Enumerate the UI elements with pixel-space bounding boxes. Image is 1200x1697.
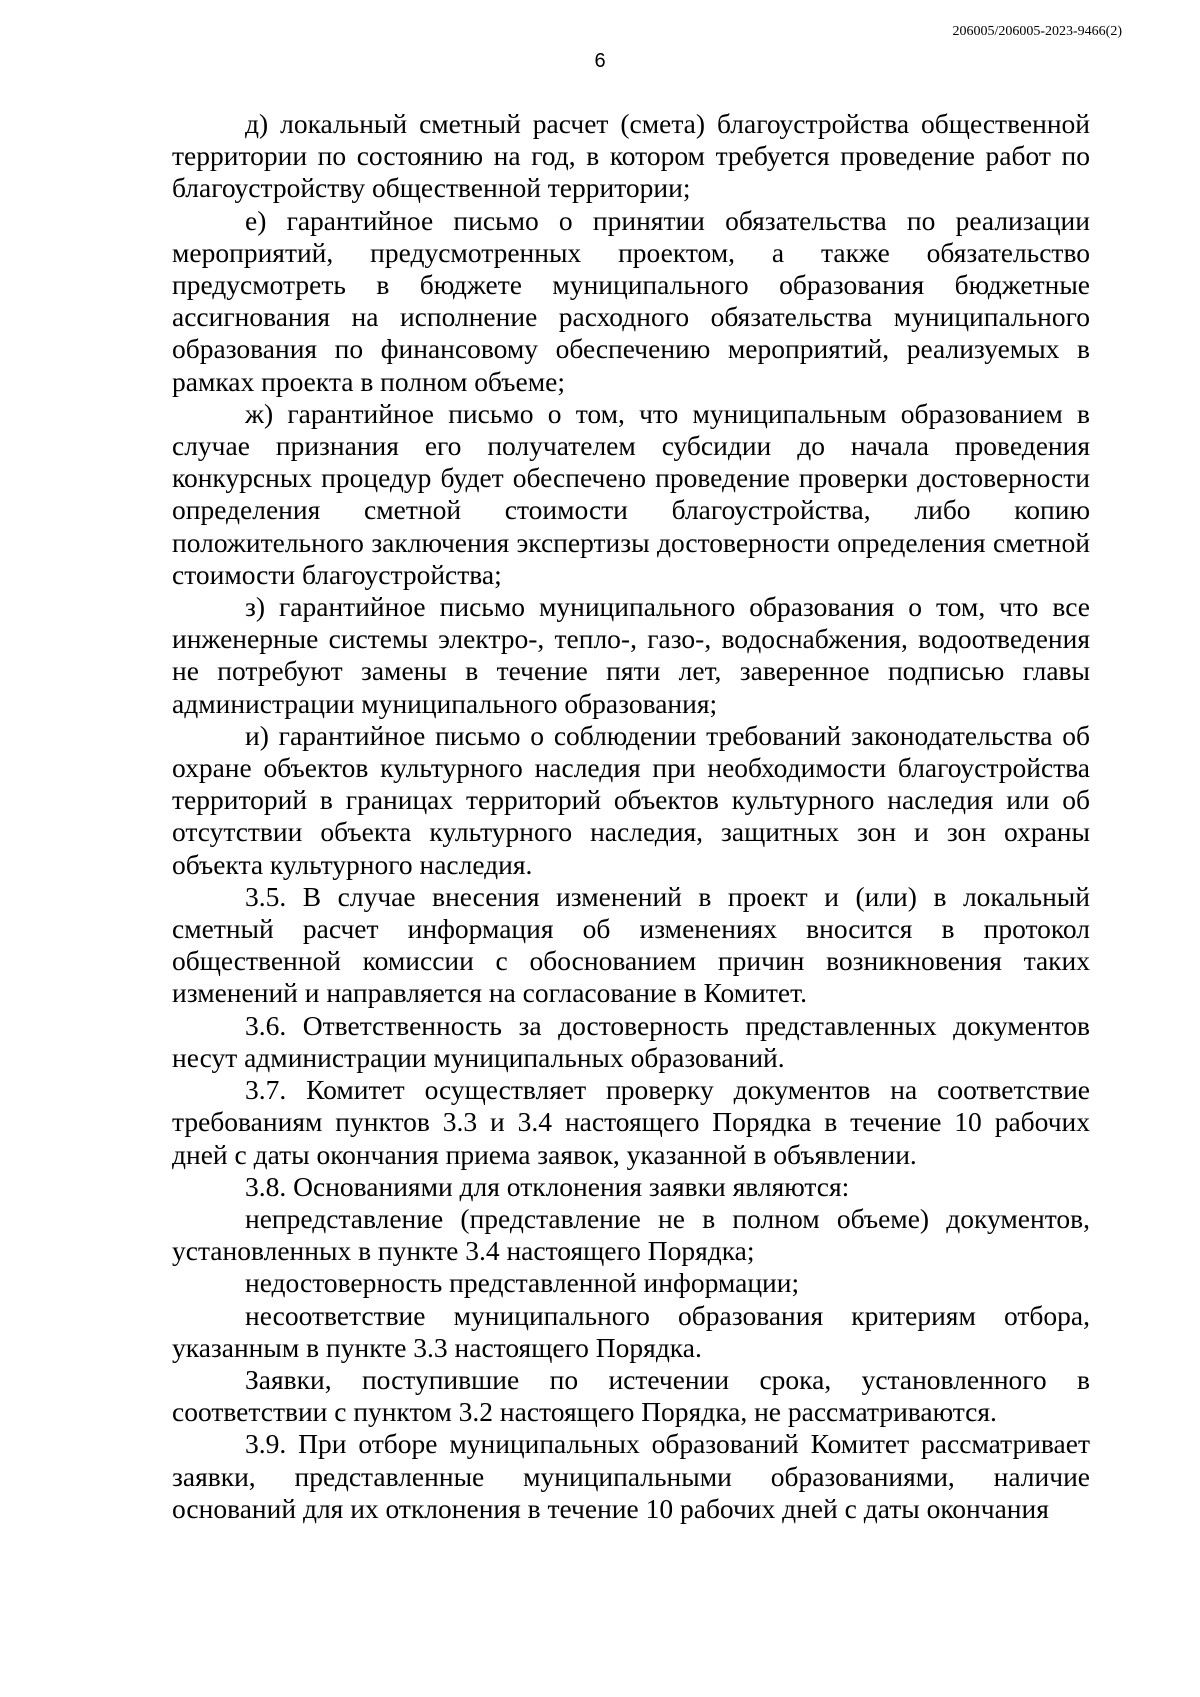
paragraph-3-8-item-2: недостоверность представленной информации;	[245, 1267, 800, 1299]
paragraph-3-8-item-3: несоответствие муниципального образования критериям отбора, указанным в пункте 3.3 настоящего Порядка.	[172, 1299, 1090, 1363]
paragraph-3-8: 3.8. Основаниями для отклонения заявки являются:	[245, 1170, 850, 1202]
paragraph-d: д) локальный сметный расчет (смета) благоустройства общественной территории по состоянию на год, в котором требуется проведение работ по благоустройству общественной территории;	[172, 108, 1090, 204]
paragraph-z: з) гарантийное письмо муниципального образования о том, что все инженерные системы электро-, тепло-, газо-, водоснабжения, водоотведения не потребуют замены в течение пяти лет, заверенное подписью главы администрации муниципального образования;	[172, 591, 1090, 719]
paragraph-zh: ж) гарантийное письмо о том, что муниципальным образованием в случае признания его получателем субсидии до начала проведения конкурсных процедур будет обеспечено проведение проверки достоверности определения сметной стоимости благоустройства, либо копию положительного заключения экспертизы достоверности определения сметной стоимости благоустройства;	[172, 397, 1090, 590]
paragraph-i: и) гарантийное письмо о соблюдении требований законодательства об охране объектов культурного наследия при необходимости благоустройства территорий в границах территорий объектов культурного наследия или об отсутствии объекта культурного наследия, защитных зон и зон охраны объекта культурного наследия.	[172, 719, 1090, 880]
paragraph-e: е) гарантийное письмо о принятии обязательства по реализации мероприятий, предусмотренных проектом, а также обязательство предусмотреть в бюджете муниципального образования бюджетные ассигнования на исполнение расходного обязательства муниципального образования по финансовому обеспечению мероприятий, реализуемых в рамках проекта в полном объеме;	[172, 204, 1090, 397]
paragraph-3-8-item-1: непредставление (представление не в полном объеме) документов, установленных в пункте 3.4 настоящего Порядка;	[172, 1202, 1090, 1267]
document-body	[172, 108, 1090, 1525]
page-number: 6	[594, 50, 606, 72]
document-id: 206005/206005-2023-9466(2)	[952, 24, 1122, 39]
paragraph-3-7: 3.7. Комитет осуществляет проверку документов на соответствие требованиям пунктов 3.3 и 3.4 настоящего Порядка в течение 10 рабочих дней с даты окончания приема заявок, указанной в объявлении.	[172, 1074, 1090, 1170]
paragraph-3-9: 3.9. При отборе муниципальных образований Комитет рассматривает заявки, представленные муниципальными образованиями, наличие оснований для их отклонения в течение 10 рабочих дней с даты окончания	[172, 1428, 1090, 1524]
paragraph-late-applications: Заявки, поступившие по истечении срока, установленного в соответствии с пунктом 3.2 настоящего Порядка, не рассматриваются.	[172, 1363, 1090, 1428]
paragraph-3-5: 3.5. В случае внесения изменений в проект и (или) в локальный сметный расчет информация об изменениях вносится в протокол общественной комиссии с обоснованием причин возникновения таких изменений и направляется на согласование в Комитет.	[172, 880, 1090, 1009]
paragraph-3-6: 3.6. Ответственность за достоверность представленных документов несут администрации муниципальных образований.	[172, 1009, 1090, 1073]
